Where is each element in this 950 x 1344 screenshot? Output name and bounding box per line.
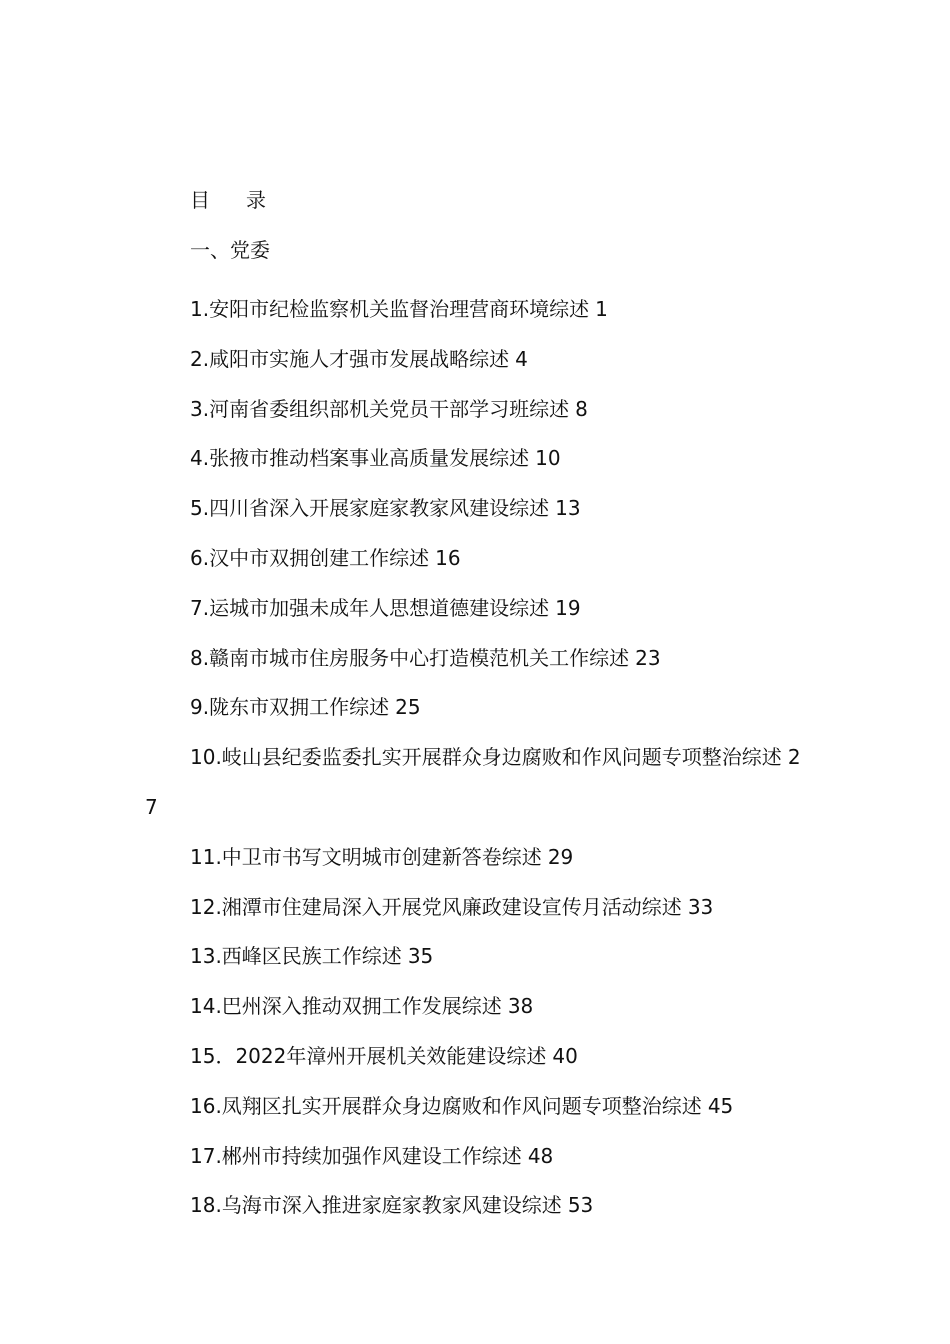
toc-item[interactable] (145, 932, 810, 982)
toc-item[interactable] (145, 385, 810, 435)
toc-item-page-number: 29 (547, 844, 574, 869)
toc-item[interactable] (145, 1132, 810, 1182)
toc-item-title: 12.湘潭市住建局深入开展党风廉政建设宣传月活动综述 (190, 894, 682, 919)
toc-item[interactable] (145, 683, 810, 733)
toc-item[interactable] (145, 1032, 810, 1082)
toc-item-title: 1.安阳市纪检监察机关监督治理营商环境综述 (190, 297, 590, 321)
toc-item-title: 6.汉中市双拥创建工作综述 (190, 545, 430, 570)
toc-item[interactable] (145, 484, 810, 534)
toc-item-title: 8.赣南市城市住房服务中心打造模范机关工作综述 (190, 645, 630, 670)
toc-item-page-number: 53 (567, 1193, 594, 1218)
toc-item-title: 17.郴州市持续加强作风建设工作综述 (190, 1143, 522, 1168)
toc-item[interactable] (145, 285, 810, 335)
section-heading: 一、党委 (190, 238, 270, 262)
toc-item-title: 16.凤翔区扎实开展群众身边腐败和作风问题专项整治综述 (190, 1093, 702, 1118)
toc-item-page-number: 40 (552, 1043, 578, 1068)
toc-item-page-number: 19 (555, 595, 581, 620)
toc-item-title: 14.巴州深入推动双拥工作发展综述 (190, 994, 502, 1019)
toc-item-title: 13.西峰区民族工作综述 (190, 944, 402, 969)
toc-item[interactable] (145, 335, 810, 385)
toc-item-title: 10.岐山县纪委监委扎实开展群众身边腐败和作风问题专项整治综述 (190, 745, 782, 770)
toc-item-page-number: 35 (407, 944, 434, 969)
toc-item-title: 18.乌海市深入推进家庭家教家风建设综述 (190, 1193, 562, 1218)
toc-item-page-number: 23 (635, 645, 661, 670)
toc-item-page-number: 48 (527, 1143, 554, 1168)
toc-item[interactable] (145, 1181, 810, 1231)
toc-item-page-number: 25 (395, 695, 421, 720)
toc-item-page-number: 45 (707, 1093, 734, 1118)
toc-item[interactable] (145, 534, 810, 584)
toc-heading-char-1: 目 (190, 188, 210, 212)
toc-item-title: 5.四川省深入开展家庭家教家风建设综述 (190, 496, 550, 521)
toc-item-title: 7.运城市加强未成年人思想道德建设综述 (190, 595, 550, 620)
toc-item[interactable] (145, 982, 810, 1032)
toc-item-title: 4.张掖市推动档案事业高质量发展综述 (190, 446, 530, 471)
toc-item-page-number: 38 (507, 994, 534, 1019)
toc-item-page-number: 1 (595, 297, 608, 321)
toc-item-title: 3.河南省委组织部机关党员干部学习班综述 (190, 396, 570, 421)
toc-item[interactable] (145, 833, 810, 883)
toc-heading-char-2: 录 (246, 188, 266, 212)
toc-item-title: 15．2022年漳州开展机关效能建设综述 (190, 1043, 547, 1068)
toc-heading (190, 185, 266, 215)
toc-item-title: 11.中卫市书写文明城市创建新答卷综述 (190, 844, 542, 869)
toc-item[interactable] (145, 1082, 810, 1132)
toc-item[interactable] (145, 584, 810, 634)
toc-item[interactable] (145, 733, 810, 833)
toc-item-title: 2.咸阳市实施人才强市发展战略综述 (190, 346, 510, 371)
toc-item[interactable] (145, 883, 810, 933)
toc-item-page-number: 4 (515, 346, 528, 371)
toc-list (145, 285, 810, 1231)
toc-item-page-number: 16 (435, 545, 461, 570)
toc-item-page-number: 8 (575, 396, 588, 421)
toc-item-page-number: 13 (555, 496, 581, 521)
toc-item[interactable] (145, 434, 810, 484)
toc-item-page-number: 10 (535, 446, 561, 471)
toc-item-title: 9.陇东市双拥工作综述 (190, 695, 390, 720)
toc-item-page-number: 33 (687, 894, 714, 919)
toc-item[interactable] (145, 634, 810, 684)
toc-item-page-number: 27 (145, 745, 801, 819)
